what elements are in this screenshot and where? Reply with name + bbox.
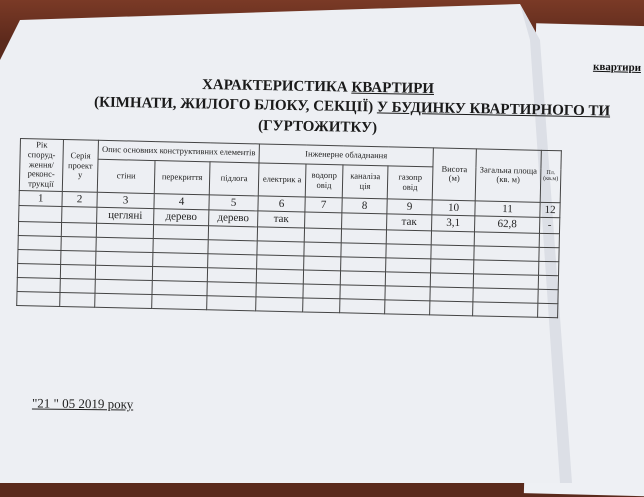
header-cell: Серія проект у — [62, 139, 98, 192]
table-cell: 3,1 — [431, 215, 474, 232]
table-cell: дерево — [154, 209, 209, 226]
header-cell: Опис основних конструктивних елементів — [98, 140, 259, 162]
document-subtitle-2: (ГУРТОЖИТКУ) — [257, 117, 378, 137]
header-cell: Інженерне обладнання — [259, 144, 433, 167]
table-cell: так — [387, 214, 432, 231]
document-title: ХАРАКТЕРИСТИКА КВАРТИРИ — [201, 76, 435, 98]
header-cell: підлога — [209, 162, 259, 196]
table-cell: так — [258, 211, 305, 228]
table-cell: 3 — [97, 192, 154, 209]
table-cell: дерево — [209, 210, 258, 227]
document-subtitle: (КІМНАТИ, ЖИЛОГО БЛОКУ, СЕКЦІЇ) У БУДИНКУ КВАРТИРНОГО ТИ — [93, 94, 611, 120]
table-cell — [19, 206, 62, 223]
header-cell: стіни — [97, 159, 155, 193]
header-cell: каналіза ція — [342, 165, 388, 199]
table-cell: 8 — [342, 198, 387, 215]
table-cell: 7 — [305, 197, 342, 213]
table-cell — [342, 213, 387, 230]
document-date: "21 " 05 2019 року — [31, 395, 134, 412]
table-cell: цегляні — [97, 208, 154, 225]
table-cell: 11 — [475, 201, 540, 218]
header-cell: Висота (м) — [432, 148, 476, 201]
header-cell: водопр овід — [305, 164, 343, 198]
table-cell: 1 — [19, 190, 62, 207]
table-cell — [305, 212, 342, 228]
header-cell: Пл. (кв.м) — [540, 150, 561, 202]
adjacent-page-heading: квартири — [592, 60, 642, 75]
header-cell: електрик а — [258, 163, 306, 197]
header-cell: Рік споруд-ження/ реконс-трукції — [19, 139, 63, 192]
table-cell: 2 — [62, 191, 97, 207]
header-cell: Загальна площа (кв. м) — [475, 149, 541, 202]
header-cell: перекриття — [154, 160, 210, 194]
table-cell: 6 — [258, 196, 305, 213]
table-cell: 62,8 — [474, 216, 539, 233]
table-cell: 4 — [154, 193, 209, 210]
table-cell: 5 — [209, 195, 258, 212]
table-cell — [62, 207, 97, 223]
table-cell: 12 — [540, 202, 560, 218]
table-cell: 10 — [432, 200, 475, 217]
header-cell: газопр овід — [387, 166, 433, 200]
characteristics-table — [16, 138, 562, 318]
table-cell: - — [539, 218, 559, 234]
table-cell: 9 — [387, 199, 432, 216]
